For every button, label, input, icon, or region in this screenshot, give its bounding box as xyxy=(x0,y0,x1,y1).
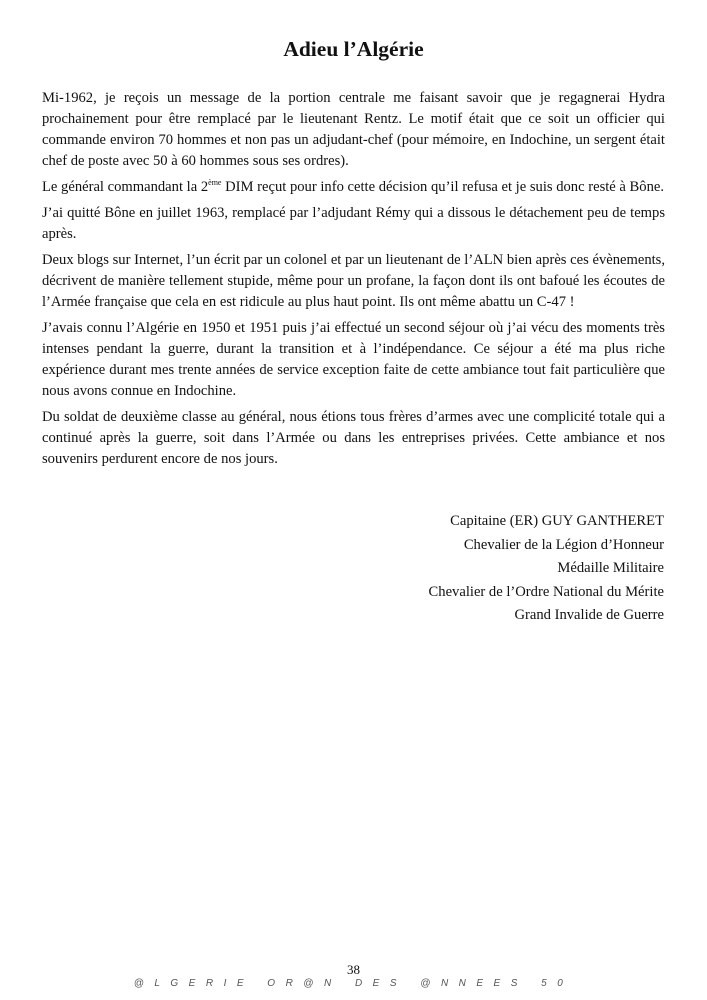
paragraph-algeria-experience: J’avais connu l’Algérie en 1950 et 1951 puis j’ai effectué un second séjour où j’ai vécu des moments très intenses pendant la guerre, durant la transition et à l’indépendance. Ce séjour a été ma plus riche expérience durant mes trente années de service exception faite de cette ambiance tout fait particulière que nous avons connue en Indochine. xyxy=(42,320,665,399)
page-title: Adieu l’Algérie xyxy=(283,37,424,61)
paragraph-text-part: Le général commandant la 2 xyxy=(42,179,209,195)
signature-name: Capitaine (ER) GUY GANTHERET xyxy=(450,513,664,529)
ordinal-superscript: ème xyxy=(208,178,222,187)
signature-honor-legion: Chevalier de la Légion d’Honneur xyxy=(463,536,664,553)
article-body xyxy=(42,88,665,475)
paragraph-text-part: DIM reçut pour info cette décision qu’il refusa et je suis donc resté à Bône. xyxy=(221,179,665,195)
paragraph-hydra-return: Mi-1962, je reçois un message de la portion centrale me faisant savoir que je regagnerai Hydra prochainement pour être remplacé par le lieutenant Rentz. Le motif était que ce soit un officier qui commande environ 70 hommes et non pas un adjudant-chef (pour mémoire, en Indochine, un sergent était chef de poste avec 50 à 60 hommes sous ses ordres). xyxy=(42,90,665,169)
page-number: 38 xyxy=(347,962,360,977)
paragraph-leaving-bone: J’ai quitté Bône en juillet 1963, remplacé par l’adjudant Rémy qui a dissous le détachement peu de temps après. xyxy=(42,205,665,242)
signature-block xyxy=(429,510,664,628)
paragraph-general-decision xyxy=(42,177,665,198)
signature-honor-national-order: Chevalier de l’Ordre National du Mérite xyxy=(428,583,664,600)
signature-honor-war-invalid: Grand Invalide de Guerre xyxy=(514,607,664,623)
footer-tagline: @LGERIE OR@N DES @NNEES 50 xyxy=(133,978,574,989)
signature-honor-military-medal: Médaille Militaire xyxy=(557,560,664,576)
paragraph-internet-blogs: Deux blogs sur Internet, l’un écrit par un colonel et par un lieutenant de l’ALN bien après ces évènements, décrivent de manière tellement stupide, même pour un profane, la façon dont ils ont bafoué les écoutes de l’Armée française que cela en est ridicule au plus haut point. Ils ont même abattu un C-47 ! xyxy=(42,252,665,310)
paragraph-brothers-in-arms: Du soldat de deuxième classe au général, nous étions tous frères d’armes avec une complicité totale qui a continué après la guerre, soit dans l’Armée ou dans les entreprises privées. Cette ambiance et nos souvenirs perdurent encore de nos jours. xyxy=(42,409,665,467)
